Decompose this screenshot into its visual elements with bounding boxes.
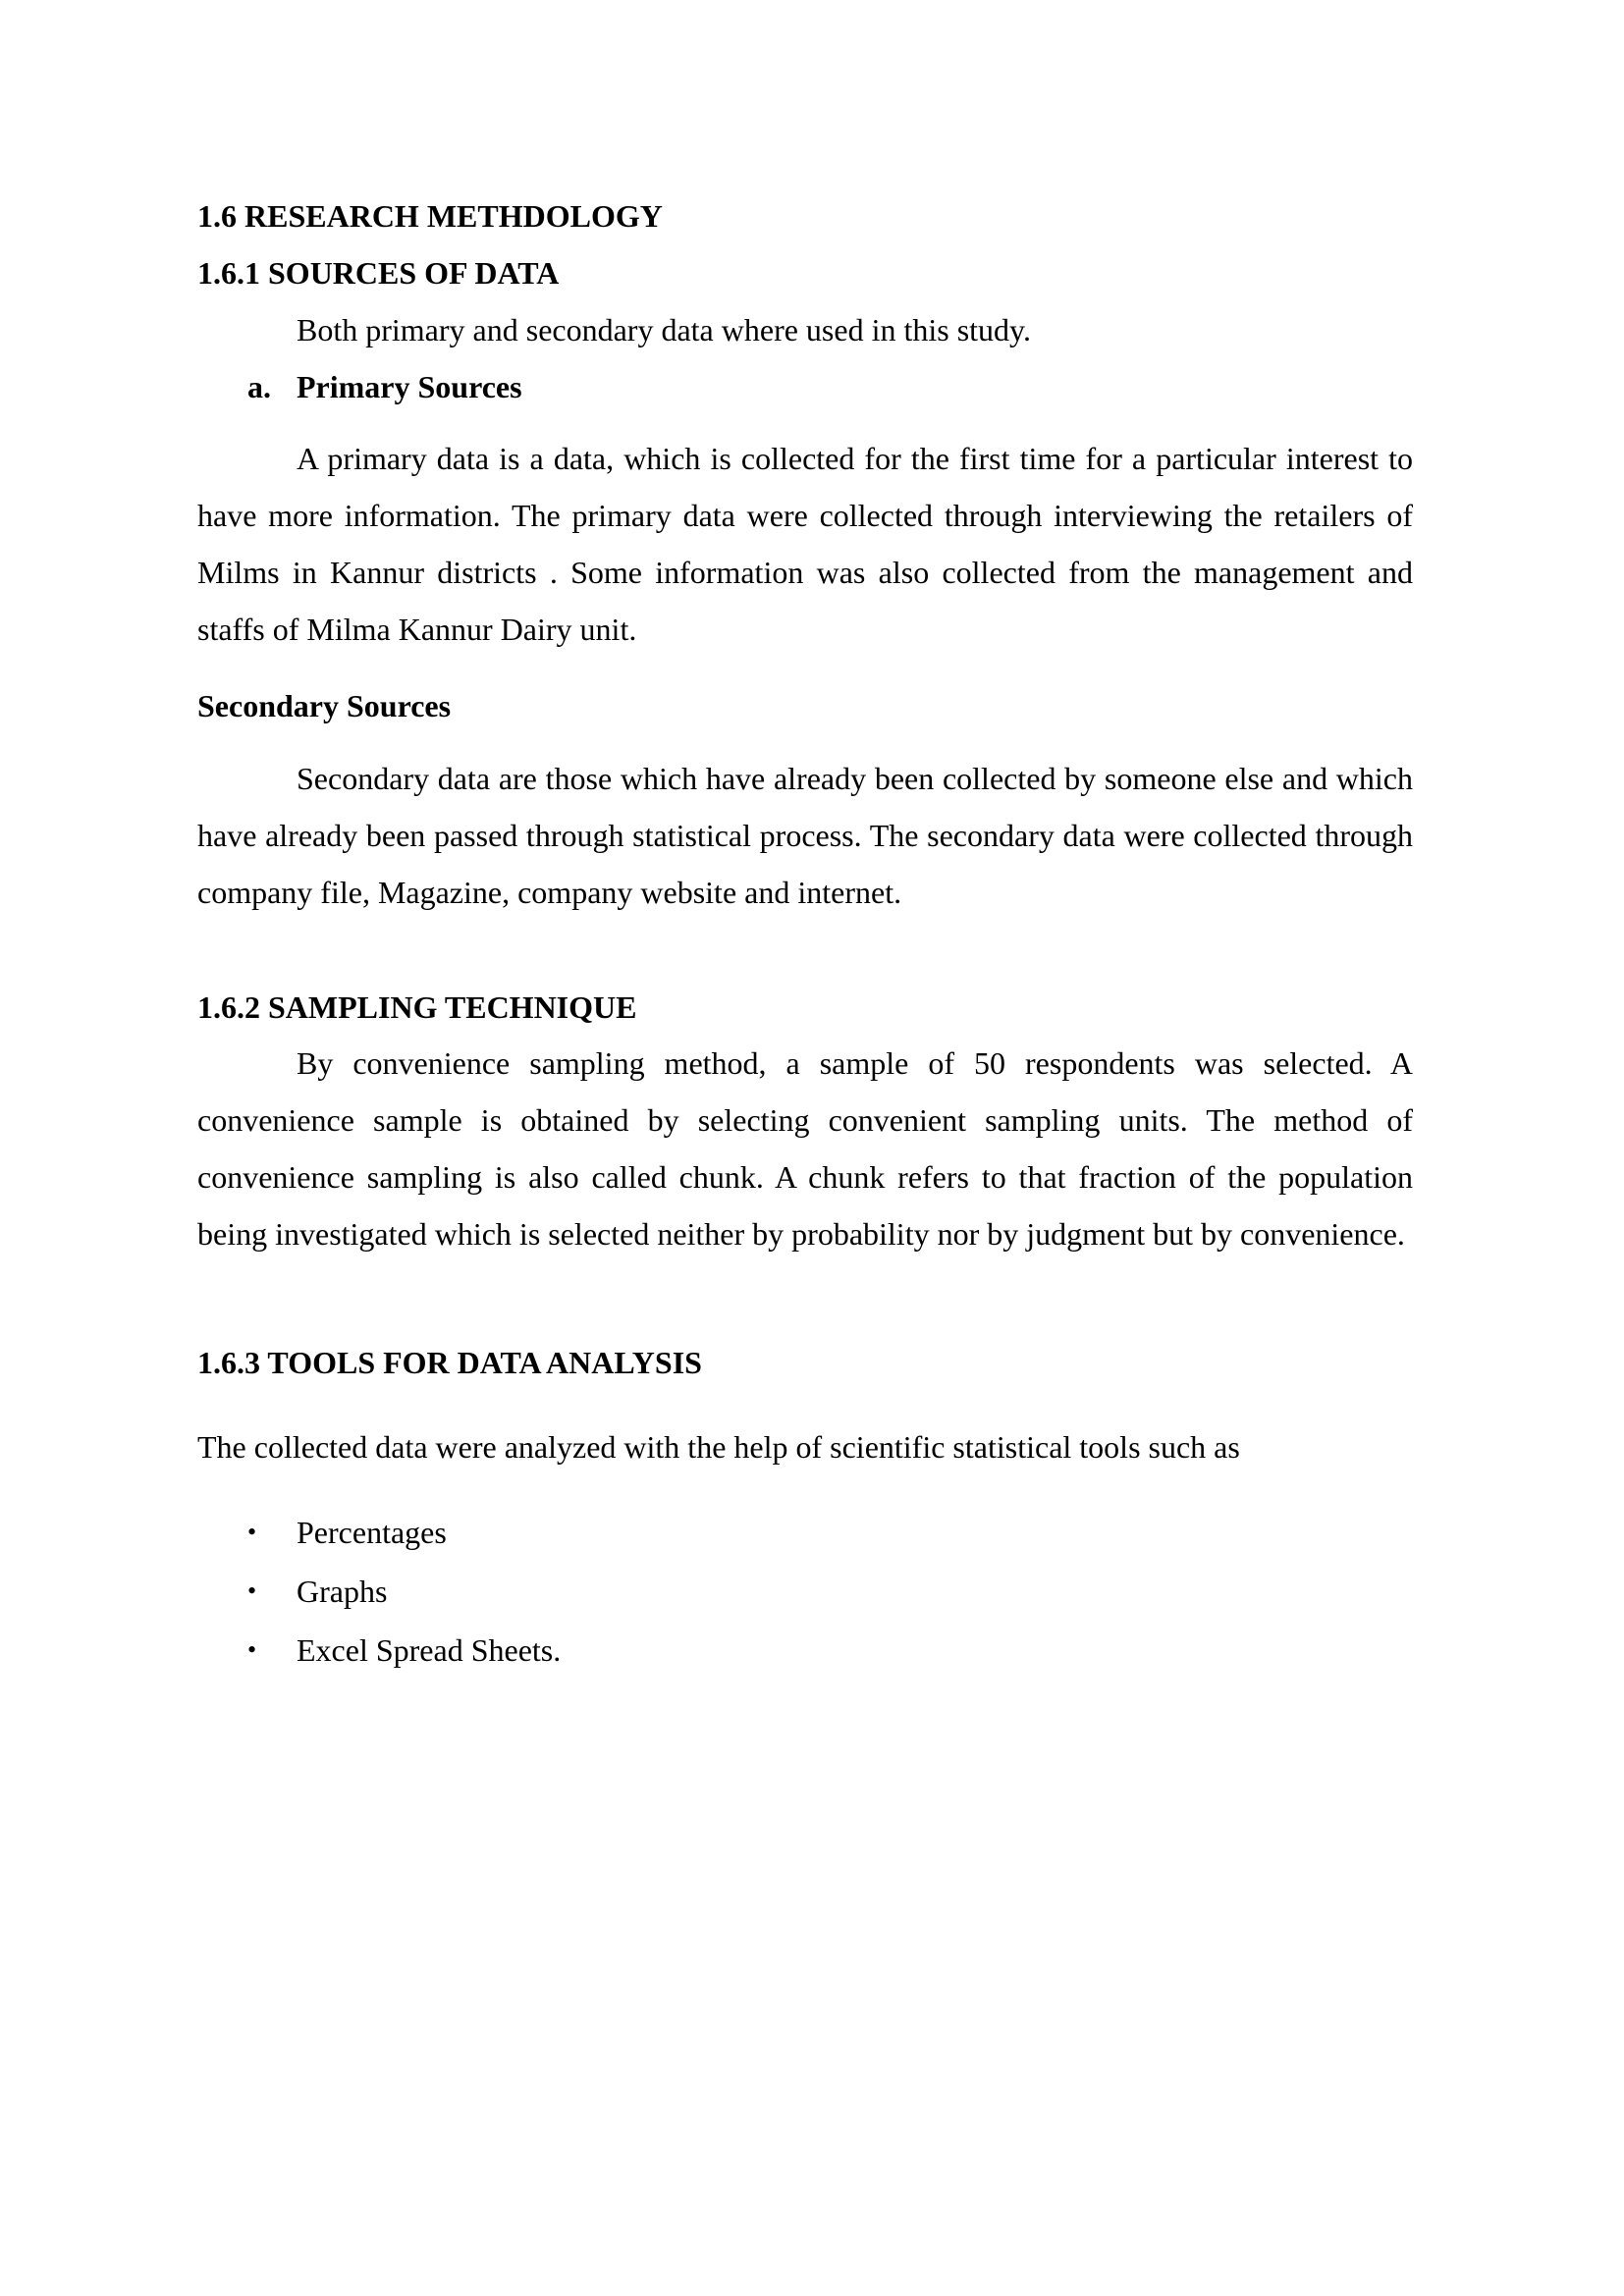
sampling-paragraph: By convenience sampling method, a sample of 50 respondents was selected. A convenience sample is obtained by selecting convenient sampling units. The method of convenience sampling is also called chunk. A chunk refers to that fraction of the population being investigated which is selected neither by probability nor by judgment but by convenience. [197, 1045, 1413, 1252]
tools-list [247, 1513, 561, 1689]
primary-sources-label: Primary Sources [297, 369, 522, 404]
list-marker: a. [247, 369, 271, 404]
sources-of-data-heading: 1.6.1 SOURCES OF DATA [197, 255, 560, 291]
tools-heading: 1.6.3 TOOLS FOR DATA ANALYSIS [197, 1345, 702, 1380]
list-item-text: Percentages [297, 1515, 447, 1550]
list-item [247, 1572, 561, 1630]
list-item [247, 1513, 561, 1572]
list-item [247, 1630, 561, 1689]
primary-sources-paragraph: A primary data is a data, which is collected for the first time for a particular interest to have more information. The primary data were collected through interviewing the retailers of Milms in Kannur districts . Some information was also collected from the management and staffs of Milma Kannur Dairy unit. [197, 441, 1413, 647]
primary-sources-heading [247, 367, 522, 406]
sources-intro: Both primary and secondary data where used in this study. [297, 312, 1031, 347]
secondary-sources-heading: Secondary Sources [197, 688, 452, 723]
list-item-text: Excel Spread Sheets. [297, 1632, 562, 1668]
secondary-sources-paragraph: Secondary data are those which have already been collected by someone else and which have already been passed through statistical process. The secondary data were collected through company file, Magazine, company website and internet. [197, 761, 1413, 910]
tools-intro: The collected data were analyzed with the help of scientific statistical tools such as [197, 1429, 1240, 1465]
bullet-icon: • [247, 1576, 257, 1605]
sampling-heading: 1.6.2 SAMPLING TECHNIQUE [197, 989, 637, 1025]
list-item-text: Graphs [297, 1574, 388, 1609]
section-title: 1.6 RESEARCH METHDOLOGY [197, 198, 663, 234]
bullet-icon: • [247, 1635, 257, 1664]
bullet-icon: • [247, 1518, 257, 1546]
